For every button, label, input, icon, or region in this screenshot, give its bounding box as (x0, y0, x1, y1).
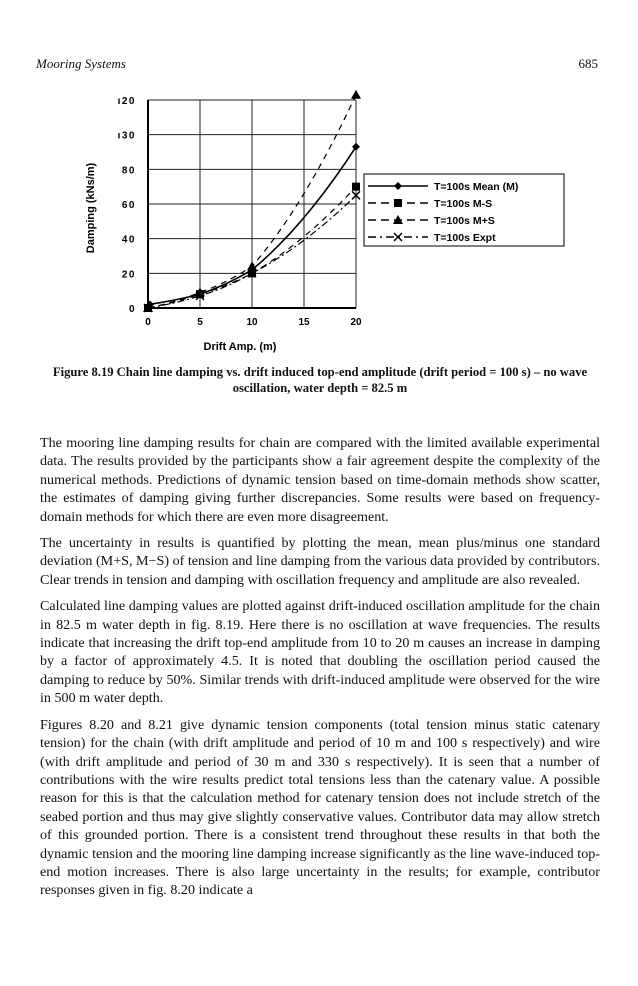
x-tick-label: 10 (246, 317, 258, 328)
data-point (352, 143, 360, 151)
paragraph: The mooring line damping results for chain are compared with the limited available experimental data. The results provided by the participants show a fair agreement despite the complexity of the numerical methods. Predictions of dynamic tension based on time-domain methods show scatter, the estimates of damping giving further discrepancies. Some results were based on frequency-domain methods for which there are even more disagreement. (40, 435, 600, 525)
running-head: Mooring Systems (36, 56, 126, 71)
legend-label: T=100s M+S (434, 215, 495, 227)
x-tick-label: 5 (197, 317, 203, 328)
y-tick-label: 40 (121, 234, 136, 246)
x-tick-label: 15 (298, 317, 310, 328)
paragraph: Figures 8.20 and 8.21 give dynamic tension components (total tension minus static catenary tension) for the chain (with drift amplitude and period of 10 m and 100 s respectively) and wire (with drift amplitude and period of 30 m and 330 s respectively). It is seen that a number of contributions with the wire results predict total tensions less than the catenary value. A possible reason for this is that the calculation method for catenary tension does not include stretch of the seabed portion and thus may give slightly conservative values. Contributor data may allow stretch of this grounded portion. There is a consistent trend throughout these results in that both the dynamic tension and the mooring line damping increase significantly as the line wave-induced top-end motion increases. There is also large uncertainty in the results; for example, contributor responses given in fig. 8.20 indicate a (40, 716, 600, 899)
data-point (352, 183, 360, 191)
y-axis-label: Damping (kNs/m) (85, 162, 97, 254)
y-tick-label: 60 (121, 200, 136, 211)
legend-marker (394, 233, 402, 241)
page-number: 685 (578, 56, 598, 71)
x-tick-label: 0 (145, 317, 151, 328)
legend-marker (394, 182, 402, 190)
y-tick-label: ı20 (117, 96, 136, 107)
chart-tick-labels (118, 96, 362, 328)
y-tick-label: 80 (121, 165, 136, 177)
figure-caption: Figure 8.19 Chain line damping vs. drift induced top-end amplitude (drift period = 100 s) – no wave oscillation, water depth = 82.5 m (52, 365, 588, 395)
x-tick-label: 20 (350, 317, 362, 328)
y-tick-label: 20 (121, 269, 136, 281)
paragraph: Calculated line damping values are plotted against drift-induced oscillation amplitude for the chain in 82.5 m water depth in fig. 8.19. Here there is no oscillation at wave frequencies. The results indicate that increasing the drift top-end amplitude from 10 to 20 m causes an increase in damping by a factor of approximately 4.5. It is noted that doubling the oscillation period caused the damping to reduce by 50%. Similar trends with drift-induced amplitude were observed for the wire in 500 m water depth. (40, 598, 600, 707)
damping-chart (60, 88, 580, 358)
legend-label: T=100s M-S (434, 198, 493, 210)
chart-legend (364, 174, 564, 246)
legend-label: T=100s Expt (434, 232, 496, 244)
y-tick-label: 0 (128, 304, 136, 315)
body-text (40, 434, 600, 908)
paragraph: The uncertainty in results is quantified by plotting the mean, mean plus/minus one standard deviation (M+S, M−S) of tension and line damping from the various data provided by contributors. Clear trends in tension and damping with oscillation frequency and amplitude are also revealed. (40, 535, 600, 588)
x-axis-label: Drift Amp. (m) (203, 341, 277, 353)
y-tick-label: ı30 (117, 130, 136, 142)
legend-label: T=100s Mean (M) (434, 181, 519, 193)
data-point (351, 90, 361, 99)
legend-marker (394, 199, 402, 207)
